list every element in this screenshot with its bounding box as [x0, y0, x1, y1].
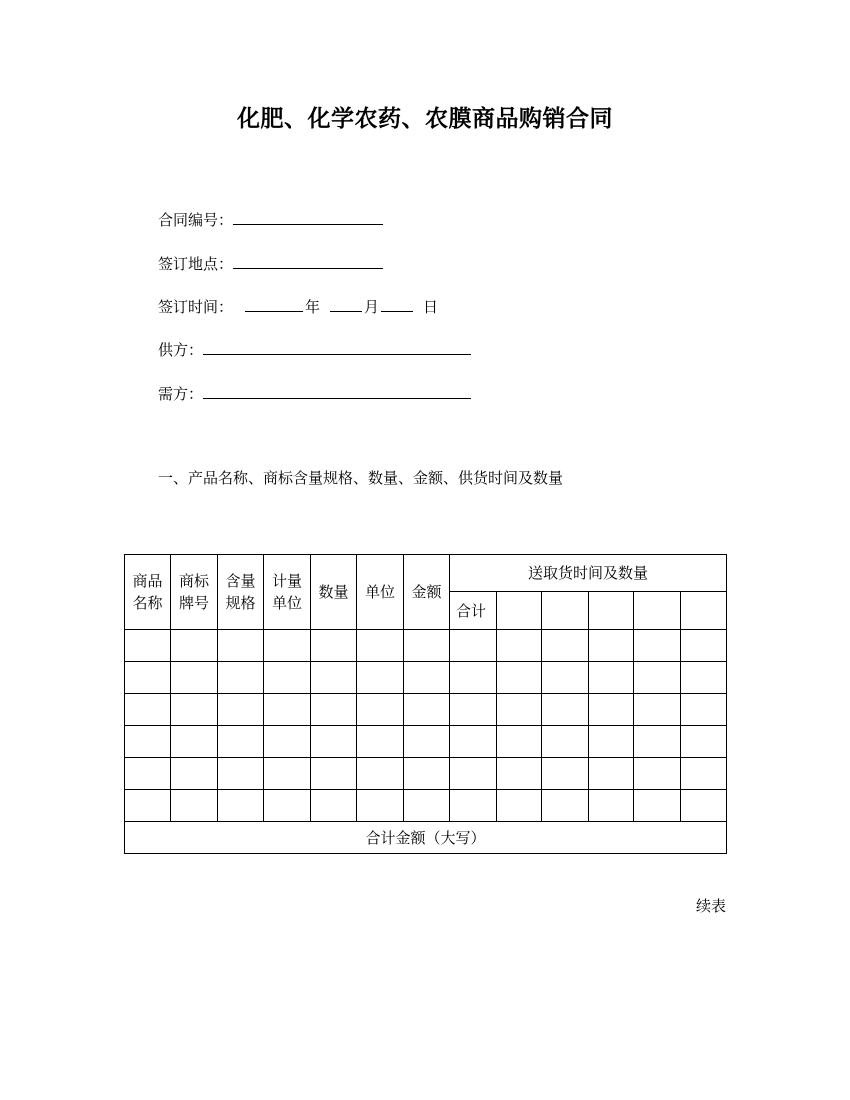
goods-table: [124, 554, 727, 854]
delivery-cell[interactable]: [634, 592, 681, 630]
table-row: [125, 790, 727, 822]
table-cell[interactable]: [589, 662, 634, 694]
supplier-blank[interactable]: [203, 338, 471, 355]
table-cell[interactable]: [311, 630, 357, 662]
table-cell[interactable]: [497, 726, 542, 758]
table-cell[interactable]: [311, 758, 357, 790]
sign-time-label: 签订时间：: [158, 298, 234, 316]
table-cell[interactable]: [542, 694, 589, 726]
contract-number-label: 合同编号：: [158, 211, 234, 229]
month-blank[interactable]: [330, 295, 362, 312]
table-cell[interactable]: [357, 726, 404, 758]
supplier-row: [158, 338, 471, 360]
table-cell[interactable]: [171, 726, 218, 758]
table-cell[interactable]: [497, 758, 542, 790]
table-header-row: [125, 555, 727, 592]
table-cell[interactable]: [125, 662, 171, 694]
table-cell[interactable]: [357, 662, 404, 694]
table-cell[interactable]: [218, 790, 264, 822]
table-cell[interactable]: [450, 630, 497, 662]
table-cell[interactable]: [218, 694, 264, 726]
table-cell[interactable]: [450, 758, 497, 790]
table-cell[interactable]: [542, 790, 589, 822]
delivery-cell[interactable]: [497, 592, 542, 630]
table-cell[interactable]: [404, 694, 450, 726]
table-cell[interactable]: [171, 630, 218, 662]
table-cell[interactable]: [125, 726, 171, 758]
table-cell[interactable]: [357, 630, 404, 662]
table-cell[interactable]: [171, 758, 218, 790]
table-cell[interactable]: [497, 790, 542, 822]
sign-place-row: [158, 252, 383, 274]
table-cell[interactable]: [125, 630, 171, 662]
table-cell[interactable]: [589, 790, 634, 822]
header-measure-unit: 计量 单位: [264, 555, 311, 630]
table-cell[interactable]: [264, 726, 311, 758]
delivery-cell[interactable]: [542, 592, 589, 630]
table-cell[interactable]: [218, 758, 264, 790]
table-cell[interactable]: [634, 662, 681, 694]
table-row: [125, 630, 727, 662]
year-blank[interactable]: [245, 295, 303, 312]
table-body: [125, 630, 727, 822]
total-amount-label[interactable]: 合计金额（大写）: [125, 822, 727, 854]
table-cell[interactable]: [311, 790, 357, 822]
table-row: [125, 694, 727, 726]
table-cell[interactable]: [218, 630, 264, 662]
day-label: 日: [423, 298, 439, 316]
table-cell[interactable]: [634, 758, 681, 790]
table-cell[interactable]: [404, 790, 450, 822]
table-cell[interactable]: [404, 630, 450, 662]
table-cell[interactable]: [542, 630, 589, 662]
header-delivery: 送取货时间及数量: [450, 555, 727, 592]
header-subtotal: 合计: [450, 592, 497, 630]
sign-time-row: [158, 295, 438, 317]
table-cell[interactable]: [264, 630, 311, 662]
month-label: 月: [364, 298, 380, 316]
table-cell[interactable]: [171, 790, 218, 822]
table-cell[interactable]: [450, 694, 497, 726]
header-brand: 商标 牌号: [171, 555, 218, 630]
total-amount-row: [125, 822, 727, 854]
table-cell[interactable]: [450, 662, 497, 694]
delivery-cell[interactable]: [681, 592, 727, 630]
table-cell[interactable]: [218, 726, 264, 758]
table-cell[interactable]: [125, 790, 171, 822]
table-cell[interactable]: [681, 726, 727, 758]
table-cell[interactable]: [681, 662, 727, 694]
table-row: [125, 662, 727, 694]
table-cell[interactable]: [450, 726, 497, 758]
table-cell[interactable]: [171, 694, 218, 726]
table-cell[interactable]: [542, 758, 589, 790]
table-cell[interactable]: [497, 662, 542, 694]
table-cell[interactable]: [357, 790, 404, 822]
table-cell[interactable]: [681, 694, 727, 726]
table-cell[interactable]: [634, 790, 681, 822]
table-cell[interactable]: [542, 662, 589, 694]
table-cell[interactable]: [681, 758, 727, 790]
table-row: [125, 726, 727, 758]
supplier-label: 供方：: [158, 341, 204, 359]
table-cell[interactable]: [357, 694, 404, 726]
table-cell[interactable]: [311, 726, 357, 758]
table-cell[interactable]: [404, 758, 450, 790]
buyer-blank[interactable]: [203, 382, 471, 399]
table-cell[interactable]: [357, 758, 404, 790]
contract-number-blank[interactable]: [233, 208, 383, 225]
table-cell[interactable]: [589, 726, 634, 758]
table-cell[interactable]: [589, 758, 634, 790]
contract-number-row: [158, 208, 383, 230]
table-cell[interactable]: [589, 694, 634, 726]
delivery-cell[interactable]: [589, 592, 634, 630]
contract-title: 化肥、化学农药、农膜商品购销合同: [237, 106, 613, 132]
table-cell[interactable]: [450, 790, 497, 822]
table-cell[interactable]: [171, 662, 218, 694]
sign-place-label: 签订地点：: [158, 255, 234, 273]
continued-label: 续表: [695, 897, 726, 915]
buyer-label: 需方：: [158, 385, 204, 403]
table-cell[interactable]: [497, 694, 542, 726]
table-cell[interactable]: [311, 662, 357, 694]
header-quantity: 数量: [311, 555, 357, 630]
buyer-row: [158, 382, 471, 404]
section-heading: 一、产品名称、商标含量规格、数量、金额、供货时间及数量: [158, 469, 564, 487]
table-cell[interactable]: [404, 662, 450, 694]
table-cell[interactable]: [634, 694, 681, 726]
header-spec: 含量 规格: [218, 555, 264, 630]
table-cell[interactable]: [125, 694, 171, 726]
table-row: [125, 758, 727, 790]
header-unit: 单位: [357, 555, 404, 630]
table-cell[interactable]: [497, 630, 542, 662]
table-cell[interactable]: [404, 726, 450, 758]
table-cell[interactable]: [634, 726, 681, 758]
table-cell[interactable]: [311, 694, 357, 726]
year-label: 年: [305, 298, 321, 316]
header-amount: 金额: [404, 555, 450, 630]
table-cell[interactable]: [589, 630, 634, 662]
table-cell[interactable]: [264, 694, 311, 726]
header-product-name: 商品 名称: [125, 555, 171, 630]
sign-place-blank[interactable]: [233, 252, 383, 269]
day-blank[interactable]: [381, 295, 413, 312]
table-cell[interactable]: [634, 630, 681, 662]
table-cell[interactable]: [218, 662, 264, 694]
table-cell[interactable]: [681, 630, 727, 662]
table-cell[interactable]: [681, 790, 727, 822]
table-cell[interactable]: [264, 662, 311, 694]
table-cell[interactable]: [264, 790, 311, 822]
table-cell[interactable]: [125, 758, 171, 790]
table-cell[interactable]: [542, 726, 589, 758]
table-cell[interactable]: [264, 758, 311, 790]
